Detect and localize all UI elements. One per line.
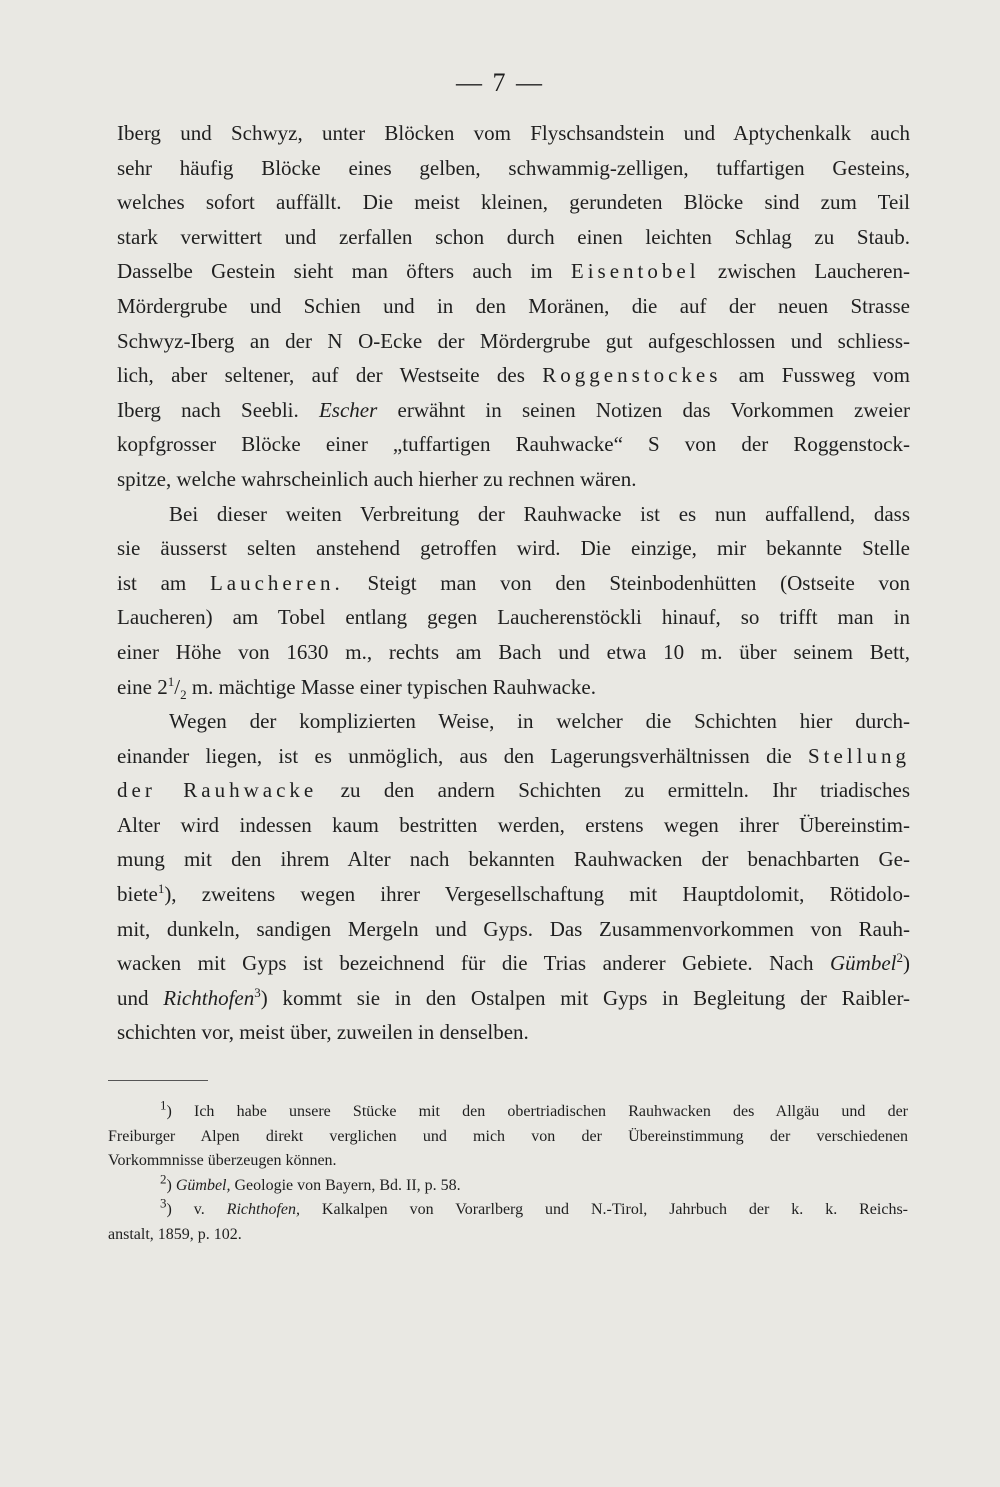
page-number: — 7 —: [456, 68, 544, 97]
text-line: spitze, welche wahrscheinlich auch hierher zu rechnen wären.: [117, 466, 637, 491]
text-line: einander liegen, ist es unmöglich, aus den Lagerungsverhältnissen die Stellung: [117, 743, 910, 768]
footnote-mark: 1: [160, 1097, 167, 1113]
footnote-mark: 3: [160, 1195, 167, 1211]
footnote-line: Vorkommnisse überzeugen können.: [108, 1152, 337, 1169]
footnote-line: $^3$) v. Richthofen, Kalkalpen von Vorarlberg und N.-Tirol, Jahrbuch der k. k. Reichs-: [160, 1195, 909, 1218]
footnotes: [108, 1097, 909, 1247]
spaced-text: Stellung: [807, 743, 910, 768]
text-line: biete$^1$), zweitens wegen ihrer Vergesellschaftung mit Hauptdolomit, Rötidolo-: [117, 881, 910, 907]
footnote-line: $^2$) Gümbel, Geologie von Bayern, Bd. II, p. 58.: [160, 1171, 461, 1194]
text-line: sehr häufig Blöcke eines gelben, schwammig-zelligen, tuffartigen Gesteins,: [117, 155, 910, 180]
superscript: 2: [896, 950, 903, 966]
text-line: welches sofort auffällt. Die meist kleinen, gerundeten Blöcke sind zum Teil: [117, 190, 910, 215]
text-line: wacken mit Gyps ist bezeichnend für die Trias anderer Gebiete. Nach Gümbel$^2$): [117, 950, 910, 976]
footnote-mark: 2: [160, 1171, 167, 1187]
text-line: einer Höhe von 1630 m., rechts am Bach und etwa 10 m. über seinem Bett,: [117, 639, 910, 664]
text-line: Laucheren) am Tobel entlang gegen Laucherenstöckli hinauf, so trifft man in: [117, 605, 910, 630]
text-line: Iberg und Schwyz, unter Blöcken vom Flyschsandstein und Aptychenkalk auch: [117, 121, 910, 145]
italic-name: Richthofen,: [226, 1201, 300, 1218]
text-line: ist am Laucheren. Steigt man von den Steinbodenhütten (Ostseite von: [117, 570, 910, 595]
footnote-line: $^1$) Ich habe unsere Stücke mit den obertriadischen Rauhwacken des Allgäu und der: [160, 1097, 908, 1120]
footnote-line: Freiburger Alpen direkt verglichen und mich von der Übereinstimmung der verschiedenen: [108, 1127, 908, 1145]
superscript: 3: [254, 984, 261, 1000]
text-line: mung mit den ihrem Alter nach bekannten Rauhwacken der benachbarten Ge-: [117, 847, 910, 872]
text-line: eine $2^1/_2$ m. mächtige Masse einer typischen Rauhwacke.: [117, 673, 596, 702]
superscript: 1: [167, 673, 175, 689]
text-line: schichten vor, meist über, zuweilen in denselben.: [117, 1020, 529, 1045]
text-line: Iberg nach Seebli. Escher erwähnt in seinen Notizen das Vorkommen zweier: [117, 397, 910, 422]
footnote-line: anstalt, 1859, p. 102.: [108, 1225, 242, 1243]
text-line: mit, dunkeln, sandigen Mergeln und Gyps. Das Zusammenvorkommen von Rauh-: [117, 916, 910, 941]
text-line: Schwyz-Iberg an der N O-Ecke der Mördergrube gut aufgeschlossen und schliess-: [117, 328, 910, 353]
spaced-text: der Rauhwacke: [117, 778, 318, 803]
subscript: 2: [180, 686, 187, 702]
text-line: Alter wird indessen kaum bestritten werden, erstens wegen ihrer Übereinstim-: [117, 812, 910, 837]
text-line: sie äusserst selten anstehend getroffen wird. Die einzige, mir bekannte Stelle: [117, 536, 910, 561]
text-line: kopfgrosser Blöcke einer „tuffartigen Rauhwacke“ S von der Roggenstock-: [117, 432, 910, 457]
text-line: Dasselbe Gestein sieht man öfters auch im Eisentobel zwischen Laucheren-: [117, 259, 910, 284]
italic-name: Richthofen: [163, 985, 255, 1010]
spaced-text: Eisentobel: [570, 259, 700, 284]
text-line: und Richthofen$^3$) kommt sie in den Ostalpen mit Gyps in Begleitung der Raibler-: [117, 984, 911, 1010]
italic-name: Escher: [318, 397, 378, 422]
spaced-text: Laucheren.: [209, 570, 344, 595]
footnote-rule: [108, 1080, 208, 1081]
italic-name: Gümbel,: [175, 1176, 231, 1194]
text-line: lich, aber seltener, auf der Westseite des Roggenstockes am Fussweg vom: [117, 363, 911, 388]
text-line: Bei dieser weiten Verbreitung der Rauhwacke ist es nun auffallend, dass: [169, 501, 910, 526]
text-line: der Rauhwacke zu den andern Schichten zu ermitteln. Ihr triadisches: [117, 778, 910, 803]
superscript: 1: [157, 881, 165, 897]
text-line: Wegen der komplizierten Weise, in welcher die Schichten hier durch-: [169, 709, 910, 734]
italic-name: Gümbel: [830, 951, 897, 976]
spaced-text: Roggenstockes: [542, 363, 722, 388]
body-text: [117, 116, 910, 1050]
text-line: Mördergrube und Schien und in den Moränen, die auf der neuen Strasse: [117, 293, 910, 318]
text-line: stark verwittert und zerfallen schon durch einen leichten Schlag zu Staub.: [117, 224, 910, 249]
